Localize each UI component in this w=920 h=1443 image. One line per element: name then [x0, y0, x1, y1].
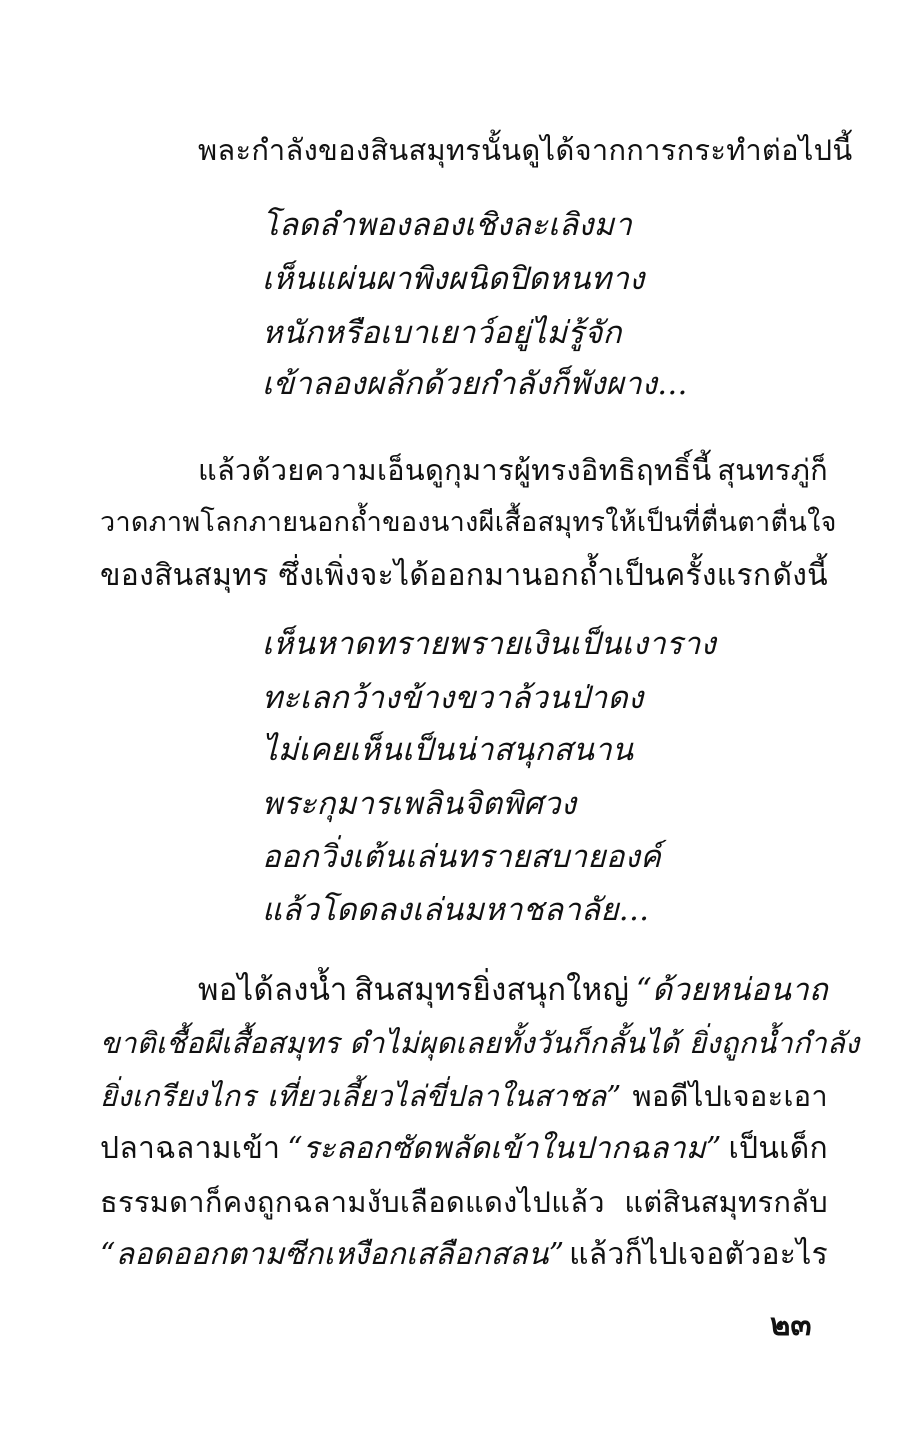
verse-line: พระกุมารเพลินจิตพิศวง	[262, 786, 577, 822]
quote-segment: “ระลอกซัดพลัดเข้าในปากฉลาม”	[287, 1131, 722, 1166]
verse-line: ไม่เคยเห็นเป็นน่าสนุกสนาน	[262, 732, 634, 768]
text-segment: ปลาฉลามเข้า	[100, 1131, 281, 1166]
quote-segment: ยิ่งเกรียงไกร	[100, 1079, 257, 1113]
paragraph-line: ขาติเชื้อผีเสื้อสมุทร ดำไม่ผุดเลยทั้งวันก็กลั้นได้ ยิ่งถูกน้ำกำลัง	[100, 1026, 860, 1060]
quote-segment: เที่ยวเลี้ยวไล่ขี่ปลาในสาชล”	[267, 1079, 622, 1113]
text-segment: แล้วก็ไปเจอตัวอะไร	[569, 1237, 828, 1272]
verse-line: โลดลำพองลองเชิงละเลิงมา	[262, 207, 633, 243]
text-segment: เป็นเด็ก	[728, 1131, 828, 1166]
verse-line: เห็นหาดทรายพรายเงินเป็นเงาราง	[262, 626, 717, 662]
paragraph-line: วาดภาพโลกภายนอกถ้ำของนางผีเสื้อสมุทรให้เป็นที่ตื่นตาตื่นใจ	[100, 507, 837, 538]
paragraph-line	[198, 450, 828, 490]
paragraph-line	[198, 970, 828, 1010]
text-segment: ธรรมดาก็คงถูกฉลามงับเลือดแดงไปแล้ว	[100, 1185, 605, 1219]
paragraph-line	[100, 1129, 828, 1169]
paragraph-line	[100, 1182, 828, 1222]
text-segment: สุนทรภู่ก็	[717, 453, 828, 487]
paragraph-line	[100, 556, 828, 596]
text-segment: พอได้ลงน้ำ	[198, 972, 348, 1008]
paragraph-line	[100, 1235, 828, 1275]
text-segment: แต่สินสมุทรกลับ	[624, 1185, 828, 1219]
text-segment: สินสมุทรยิ่งสนุกใหญ่	[354, 972, 630, 1008]
verse-line: ออกวิ่งเต้นเล่นทรายสบายองค์	[262, 839, 662, 875]
quote-segment: “ด้วยหน่อนาถ	[635, 972, 828, 1008]
paragraph-line	[100, 1076, 828, 1116]
text-segment: ดังนี้	[772, 558, 828, 593]
verse-line: ทะเลกว้างข้างขวาล้วนป่าดง	[262, 680, 644, 716]
intro-line: พละกำลังของสินสมุทรนั้นดูได้จากการกระทำต่อไปนี้	[198, 133, 853, 167]
quote-segment: “ลอดออกตามซีกเหงือกเสลือกสลน”	[100, 1237, 565, 1272]
page-number: ๒๓	[770, 1307, 812, 1343]
verse-line: เข้าลองผลักด้วยกำลังก็พังผาง...	[262, 366, 688, 402]
verse-line: เห็นแผ่นผาพิงผนิดปิดหนทาง	[262, 261, 645, 297]
text-segment: แล้วด้วยความเอ็นดูกุมารผู้ทรงอิทธิฤทธิ์นี้	[198, 453, 712, 487]
verse-line: หนักหรือเบาเยาว์อยู่ไม่รู้จัก	[262, 315, 622, 351]
text-segment: ของสินสมุทร ซึ่งเพิ่งจะได้ออกมานอกถ้ำเป็นครั้งแรก	[100, 558, 772, 593]
verse-line: แล้วโดดลงเล่นมหาชลาลัย...	[262, 892, 650, 928]
text-segment: พอดีไปเจอะเอา	[632, 1079, 828, 1113]
